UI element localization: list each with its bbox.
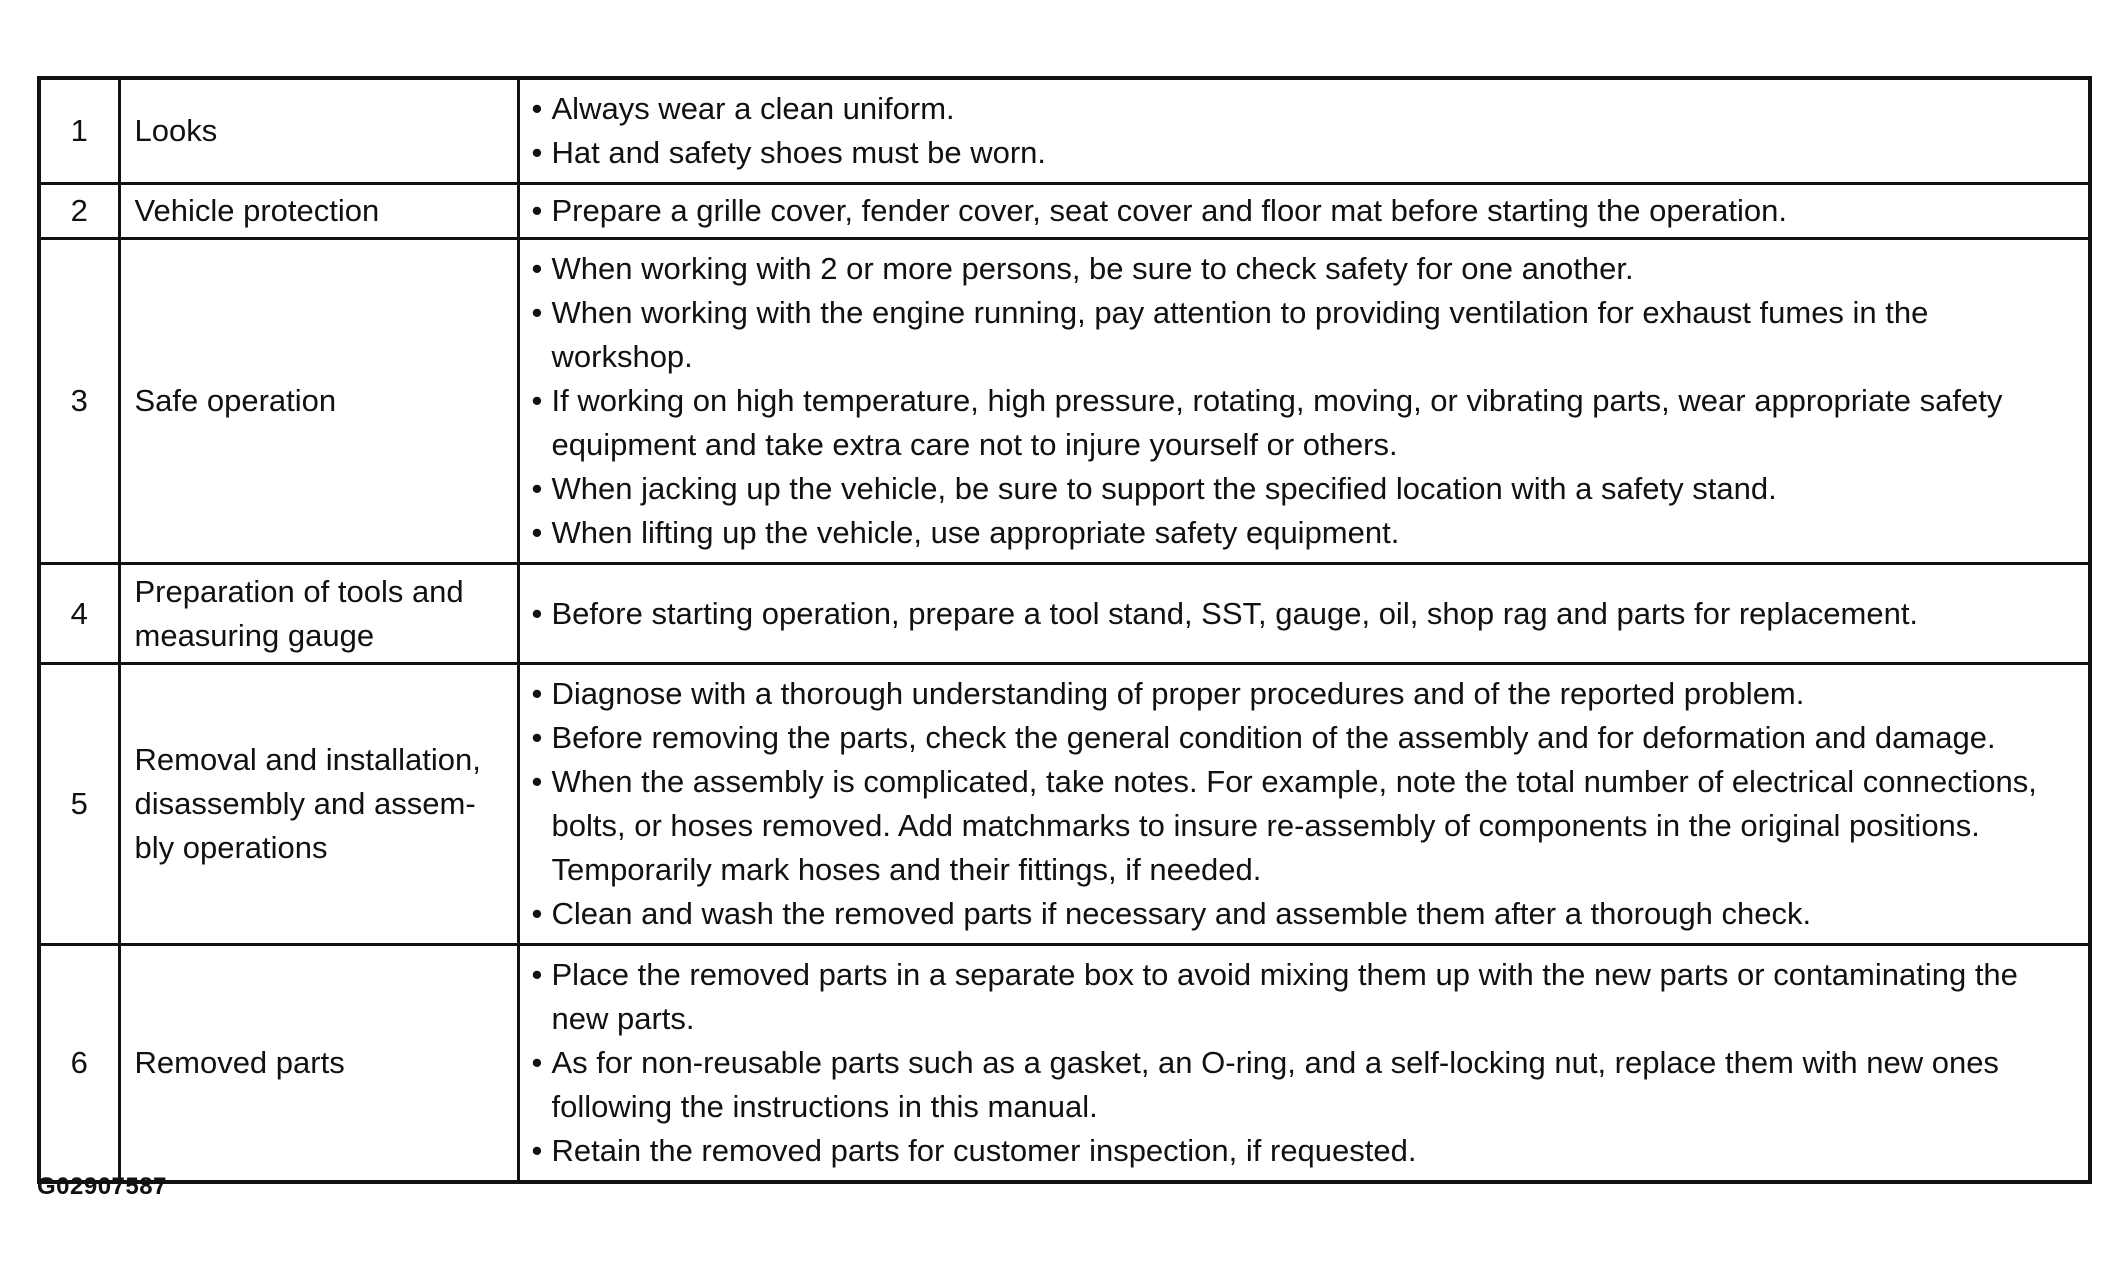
figure-id: G02907587 [37, 1173, 167, 1200]
instruction-item: • When lifting up the vehicle, use appropriate safety equipment. [532, 511, 2075, 555]
instruction-item: • Always wear a clean uniform. [532, 87, 2075, 131]
table-row [39, 564, 2090, 664]
row-number: 1 [39, 78, 119, 184]
row-number: 2 [39, 184, 119, 239]
instruction-item: • If working on high temperature, high pressure, rotating, moving, or vibrating parts, wear appropriate safety equipment and take extra care not to injure yourself or others. [532, 379, 2075, 467]
instruction-list [532, 189, 2075, 233]
instruction-list [532, 953, 2075, 1173]
instruction-item: • Retain the removed parts for customer inspection, if requested. [532, 1129, 2075, 1173]
row-description [518, 239, 2090, 564]
table-row [39, 945, 2090, 1183]
instruction-item: • When the assembly is complicated, take notes. For example, note the total number of electrical connections, bolts, or hoses removed. Add matchmarks to insure re-assembly of components in the original positions. Temporarily mark hoses and their fittings, if needed. [532, 760, 2075, 892]
row-category: Safe operation [119, 239, 518, 564]
instruction-item: • Before removing the parts, check the general condition of the assembly and for deformation and damage. [532, 716, 2075, 760]
row-category: Removal and installation, disassembly and assem-bly operations [119, 664, 518, 945]
instruction-item: • Clean and wash the removed parts if necessary and assemble them after a thorough check. [532, 892, 2075, 936]
instruction-item: • Before starting operation, prepare a tool stand, SST, gauge, oil, shop rag and parts for replacement. [532, 592, 2075, 636]
table-row [39, 664, 2090, 945]
instruction-list [532, 247, 2075, 555]
instruction-item: • Diagnose with a thorough understanding of proper procedures and of the reported problem. [532, 672, 2075, 716]
instruction-item: • When working with the engine running, pay attention to providing ventilation for exhaust fumes in the workshop. [532, 291, 2075, 379]
instruction-item: • When jacking up the vehicle, be sure to support the specified location with a safety stand. [532, 467, 2075, 511]
instruction-item: • Prepare a grille cover, fender cover, seat cover and floor mat before starting the operation. [532, 189, 2075, 233]
row-category: Removed parts [119, 945, 518, 1183]
general-precautions-table-container [37, 76, 2092, 1184]
instruction-list [532, 87, 2075, 175]
instruction-item: • Place the removed parts in a separate box to avoid mixing them up with the new parts or contaminating the new parts. [532, 953, 2075, 1041]
table-row [39, 239, 2090, 564]
row-number: 4 [39, 564, 119, 664]
row-category: Vehicle protection [119, 184, 518, 239]
instruction-item: • As for non-reusable parts such as a gasket, an O-ring, and a self-locking nut, replace them with new ones following the instructions in this manual. [532, 1041, 2075, 1129]
general-precautions-table [37, 76, 2092, 1184]
row-number: 5 [39, 664, 119, 945]
row-description [518, 664, 2090, 945]
instruction-item: • When working with 2 or more persons, be sure to check safety for one another. [532, 247, 2075, 291]
table-row [39, 78, 2090, 184]
row-description [518, 184, 2090, 239]
row-description [518, 945, 2090, 1183]
row-description [518, 78, 2090, 184]
row-description [518, 564, 2090, 664]
row-number: 6 [39, 945, 119, 1183]
instruction-item: • Hat and safety shoes must be worn. [532, 131, 2075, 175]
row-number: 3 [39, 239, 119, 564]
row-category: Looks [119, 78, 518, 184]
instruction-list [532, 672, 2075, 936]
instruction-list [532, 592, 2075, 636]
table-row [39, 184, 2090, 239]
row-category: Preparation of tools and measuring gauge [119, 564, 518, 664]
